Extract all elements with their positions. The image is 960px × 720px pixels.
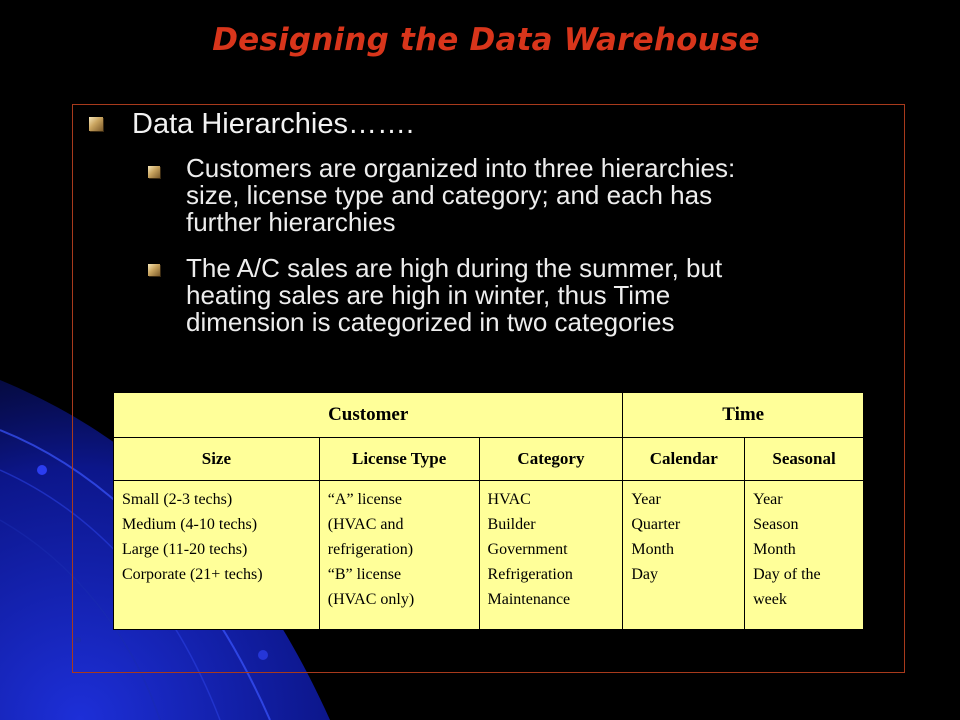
column-header-calendar: Calendar <box>623 438 745 481</box>
slide-title: Designing the Data Warehouse <box>212 22 760 58</box>
text-line: Customers are organized into three hierarchies: <box>186 153 736 183</box>
cell-line: (HVAC only) <box>327 591 415 608</box>
cell-line: Builder <box>487 516 536 533</box>
column-header-seasonal: Seasonal <box>745 438 864 481</box>
cell-line: Year <box>753 491 783 508</box>
cell-line: HVAC <box>487 491 531 508</box>
text-line: size, license type and category; and each has <box>186 180 713 210</box>
size-cell <box>114 481 320 630</box>
cell-line: Refrigeration <box>487 566 573 583</box>
table-row <box>114 481 864 630</box>
bullet-text-1 <box>186 155 886 236</box>
bullet-icon <box>89 117 103 131</box>
cell-line: “A” license <box>327 491 402 508</box>
text-line: The A/C sales are high during the summer, but <box>186 253 723 283</box>
cell-line: week <box>753 591 787 608</box>
text-line: heating sales are high in winter, thus Time <box>186 280 671 310</box>
cell-line: Government <box>487 541 568 558</box>
category-cell <box>479 481 623 630</box>
seasonal-cell <box>745 481 864 630</box>
time-group-header: Time <box>623 393 864 438</box>
column-header-category: Category <box>479 438 623 481</box>
table-group-header-row <box>114 393 864 438</box>
cell-line: Quarter <box>631 516 681 533</box>
cell-line: “B” license <box>327 566 402 583</box>
license-type-cell <box>319 481 479 630</box>
cell-line: Day of the <box>753 566 821 583</box>
cell-line: Corporate (21+ techs) <box>122 566 263 583</box>
bullet-icon <box>148 264 160 276</box>
customer-group-header: Customer <box>114 393 623 438</box>
bullet-text-2 <box>186 255 886 336</box>
cell-line: Month <box>631 541 675 558</box>
cell-line: Year <box>631 491 661 508</box>
cell-line: Day <box>631 566 658 583</box>
cell-line: (HVAC and <box>327 516 404 533</box>
cell-line: Season <box>753 516 799 533</box>
calendar-cell <box>623 481 745 630</box>
hierarchy-table <box>113 392 864 630</box>
text-line: dimension is categorized in two categories <box>186 307 675 337</box>
cell-line: Maintenance <box>487 591 571 608</box>
column-header-license-type: License Type <box>319 438 479 481</box>
cell-line: refrigeration) <box>327 541 414 558</box>
section-heading: Data Hierarchies……. <box>132 108 415 140</box>
cell-line: Large (11-20 techs) <box>122 541 248 558</box>
text-line: further hierarchies <box>186 207 396 237</box>
bullet-icon <box>148 166 160 178</box>
cell-line: Month <box>753 541 796 558</box>
table-column-header-row <box>114 438 864 481</box>
cell-line: Small (2-3 techs) <box>122 491 233 508</box>
cell-line: Medium (4-10 techs) <box>122 516 258 533</box>
column-header-size: Size <box>114 438 320 481</box>
